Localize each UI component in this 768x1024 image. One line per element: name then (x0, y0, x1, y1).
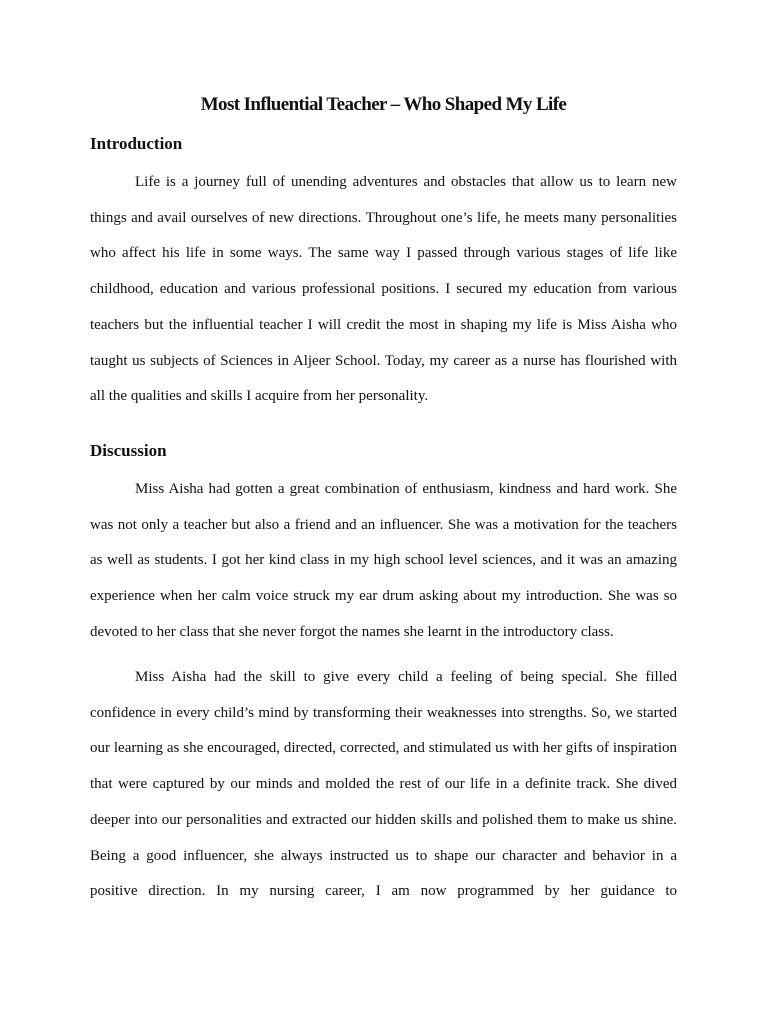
section-heading-discussion: Discussion (90, 441, 167, 460)
section-heading-introduction: Introduction (90, 134, 183, 153)
paragraph-discussion-2: Miss Aisha had the skill to give every child a feeling of being special. She filled confidence in every child’s mind by transforming their weaknesses into strengths. So, we started our learning as she encouraged, directed, corrected, and stimulated us with her gifts of inspiration that were captured by our minds and molded the rest of our life in a definite track. She dived deeper into our personalities and extracted our hidden skills and polished them to make us shine. Being a good influencer, she always instructed us to shape our character and behavior in a positive direction. In my nursing career, I am now programmed by her guidance to (90, 669, 677, 900)
paragraph-introduction: Life is a journey full of unending adventures and obstacles that allow us to learn new things and avail ourselves of new directions. Throughout one’s life, he meets many personalities who affect his life in some ways. The same way I passed through various stages of life like childhood, education and various professional positions. I secured my education from various teachers but the influential teacher I will credit the most in shaping my life is Miss Aisha who taught us subjects of Sciences in Aljeer School. Today, my career as a nurse has flourished with all the qualities and skills I acquire from her personality. (90, 174, 677, 405)
document-title: Most Influential Teacher – Who Shaped My Life (200, 94, 567, 115)
paragraph-discussion-1: Miss Aisha had gotten a great combination of enthusiasm, kindness and hard work. She was not only a teacher but also a friend and an influencer. She was a motivation for the teachers as well as students. I got her kind class in my high school level sciences, and it was an amazing experience when her calm voice struck my ear drum asking about my introduction. She was so devoted to her class that she never forgot the names she learnt in the introductory class. (90, 481, 677, 640)
